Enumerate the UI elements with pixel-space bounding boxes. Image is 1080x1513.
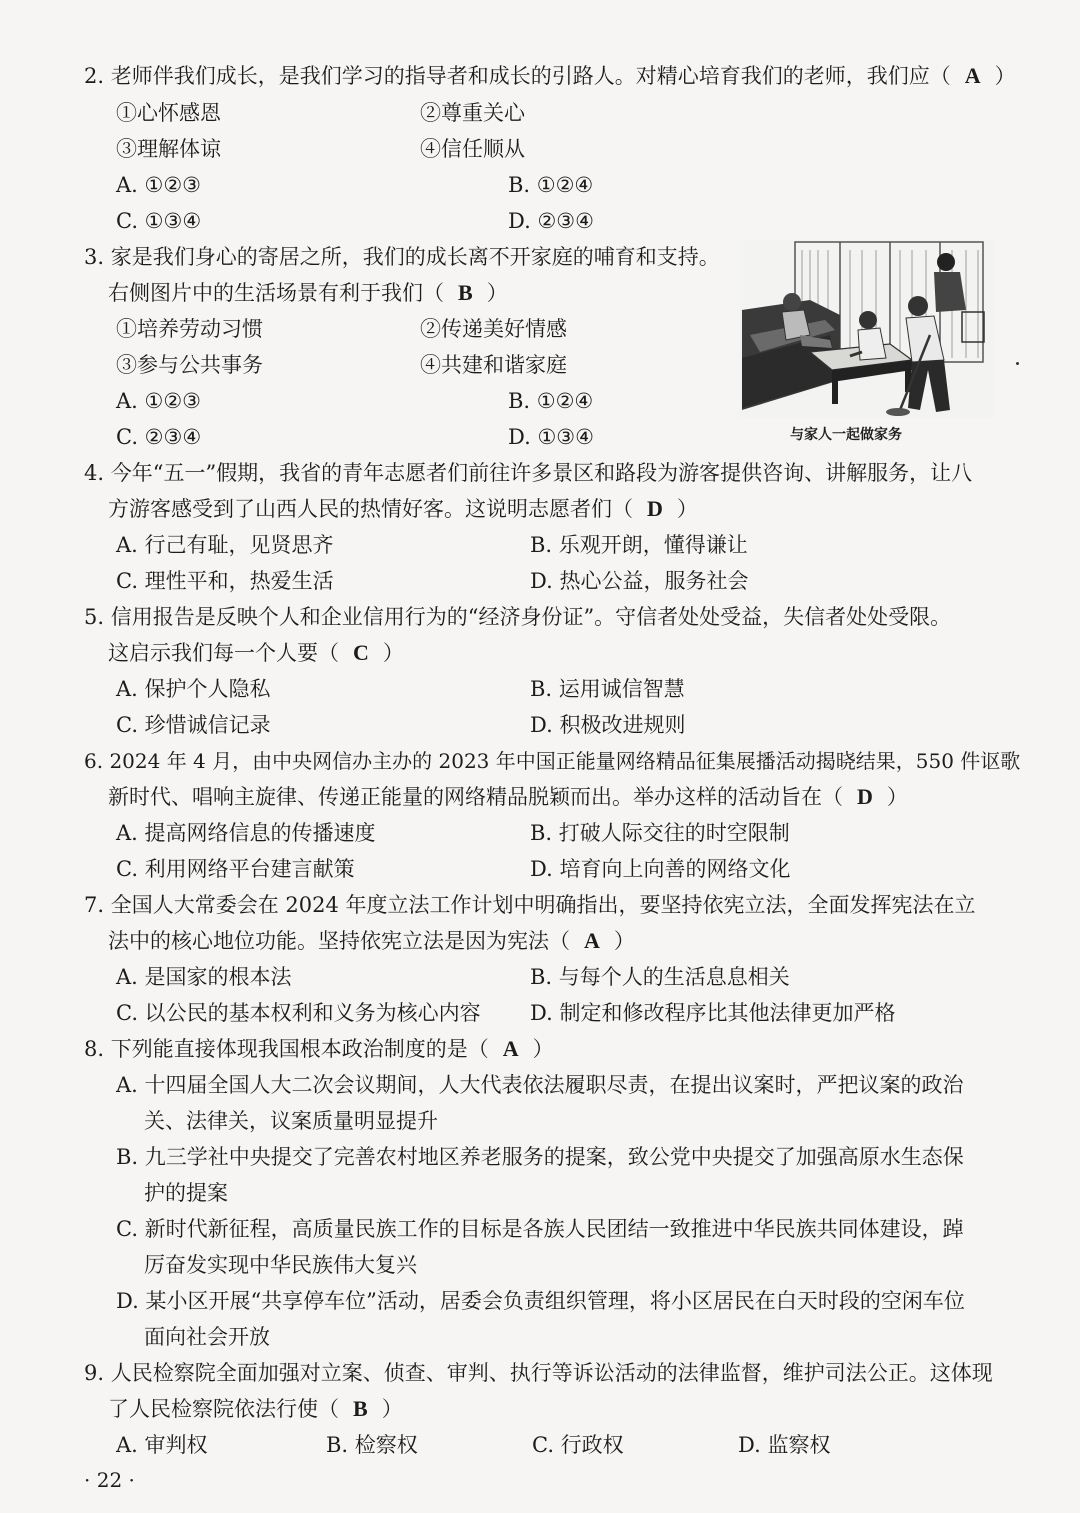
q4-option-c: C. 理性平和，热爱生活 [116, 569, 334, 593]
q5-answer: C [353, 640, 369, 665]
q7-option-c: C. 以公民的基本权利和义务为核心内容 [116, 1001, 481, 1025]
q3-stem-line2: 右侧图片中的生活场景有利于我们（ B ） [108, 280, 508, 305]
q5-option-d: D. 积极改进规则 [530, 713, 686, 737]
q3-item-1: ①培养劳动习惯 [116, 317, 263, 341]
q4-answer: D [647, 496, 663, 521]
q2-option-c: C. ①③④ [116, 209, 202, 233]
q7-stem-line1: 7. 全国人大常委会在 2024 年度立法工作计划中明确指出，要坚持依宪立法，全面发挥宪法在立 [84, 893, 976, 917]
q4-option-a: A. 行己有耻，见贤思齐 [116, 533, 334, 557]
q2-option-d: D. ②③④ [508, 209, 594, 233]
q2-answer: A [964, 63, 981, 88]
q2-option-a: A. ①②③ [116, 173, 201, 197]
q8-answer: A [502, 1036, 519, 1061]
q6-option-a: A. 提高网络信息的传播速度 [116, 821, 376, 845]
q8-option-c-line2: 厉奋发实现中华民族伟大复兴 [144, 1253, 417, 1277]
q4-option-d: D. 热心公益，服务社会 [530, 569, 749, 593]
q3-item-3: ③参与公共事务 [116, 353, 263, 377]
q5-option-a: A. 保护个人隐私 [116, 677, 271, 701]
q8-option-a-line2: 关、法律关，议案质量明显提升 [144, 1109, 438, 1133]
q3-option-d: D. ①③④ [508, 425, 594, 449]
q2-item-1: ①心怀感恩 [116, 101, 221, 125]
q2-item-3: ③理解体谅 [116, 137, 221, 161]
stray-mark [1016, 362, 1019, 365]
q9-stem-line2: 了人民检察院依法行使（ B ） [108, 1396, 403, 1421]
q7-stem-line2: 法中的核心地位功能。坚持依宪立法是因为宪法（ A ） [108, 928, 635, 953]
q6-option-c: C. 利用网络平台建言献策 [116, 857, 355, 881]
q6-stem-line1: 6. 2024 年 4 月，由中央网信办主办的 2023 年中国正能量网络精品征集展播活动揭晓结果，550 件讴歌 [84, 749, 1021, 773]
q7-answer: A [584, 928, 600, 953]
q5-stem-line2: 这启示我们每一个人要（ C ） [108, 640, 404, 665]
q2-item-2: ②尊重关心 [420, 101, 525, 125]
q3-item-2: ②传递美好情感 [420, 317, 567, 341]
q8-option-d-line2: 面向社会开放 [144, 1325, 270, 1349]
q7-option-a: A. 是国家的根本法 [116, 965, 292, 989]
q3-option-c: C. ②③④ [116, 425, 202, 449]
q5-option-b: B. 运用诚信智慧 [530, 677, 685, 701]
q2-item-4: ④信任顺从 [420, 137, 525, 161]
q8-option-a-line1: A. 十四届全国人大二次会议期间，人大代表依法履职尽责，在提出议案时，严把议案的政治 [116, 1073, 964, 1097]
q3-option-a: A. ①②③ [116, 389, 201, 413]
q4-stem-line2: 方游客感受到了山西人民的热情好客。这说明志愿者们（ D ） [108, 496, 698, 521]
q2-option-b: B. ①②④ [508, 173, 594, 197]
q3-item-4: ④共建和谐家庭 [420, 353, 567, 377]
q6-stem-line2: 新时代、唱响主旋律、传递正能量的网络精品脱颖而出。举办这样的活动旨在（ D ） [108, 784, 908, 809]
q7-option-b: B. 与每个人的生活息息相关 [530, 965, 790, 989]
q2-stem: 2. 老师伴我们成长，是我们学习的指导者和成长的引路人。对精心培育我们的老师，我们应（ A ） [84, 63, 1016, 88]
q6-option-b: B. 打破人际交往的时空限制 [530, 821, 790, 845]
q9-option-a: A. 审判权 [116, 1433, 208, 1457]
q3-answer: B [458, 280, 473, 305]
q3-option-b: B. ①②④ [508, 389, 594, 413]
q4-stem-line1: 4. 今年“五一”假期，我省的青年志愿者们前往许多景区和路段为游客提供咨询、讲解服务，让八 [84, 461, 973, 485]
page-number: · 22 · [84, 1468, 135, 1492]
q9-option-d: D. 监察权 [738, 1433, 831, 1457]
figure-caption: 与家人一起做家务 [790, 427, 902, 443]
q8-option-c-line1: C. 新时代新征程，高质量民族工作的目标是各族人民团结一致推进中华民族共同体建设，踔 [116, 1217, 964, 1241]
q9-answer: B [353, 1396, 368, 1421]
q8-option-b-line1: B. 九三学社中央提交了完善农村地区养老服务的提案，致公党中央提交了加强高原水生态保 [116, 1145, 964, 1169]
q3-stem-line1: 3. 家是我们身心的寄居之所，我们的成长离不开家庭的哺育和支持。 [84, 245, 720, 269]
family-chores-illustration [740, 240, 994, 418]
q5-option-c: C. 珍惜诚信记录 [116, 713, 271, 737]
q5-stem-line1: 5. 信用报告是反映个人和企业信用行为的“经济身份证”。守信者处处受益，失信者处处受限。 [84, 605, 952, 629]
q9-option-c: C. 行政权 [532, 1433, 624, 1457]
q4-option-b: B. 乐观开朗，懂得谦让 [530, 533, 748, 557]
q6-answer: D [857, 784, 873, 809]
q9-stem-line1: 9. 人民检察院全面加强对立案、侦查、审判、执行等诉讼活动的法律监督，维护司法公正。这体现 [84, 1361, 993, 1385]
q8-option-d-line1: D. 某小区开展“共享停车位”活动，居委会负责组织管理，将小区居民在白天时段的空闲车位 [116, 1289, 965, 1313]
q7-option-d: D. 制定和修改程序比其他法律更加严格 [530, 1001, 896, 1025]
q8-option-b-line2: 护的提案 [144, 1181, 228, 1205]
q6-option-d: D. 培育向上向善的网络文化 [530, 857, 791, 881]
q9-option-b: B. 检察权 [326, 1433, 418, 1457]
q8-stem: 8. 下列能直接体现我国根本政治制度的是（ A ） [84, 1036, 554, 1061]
